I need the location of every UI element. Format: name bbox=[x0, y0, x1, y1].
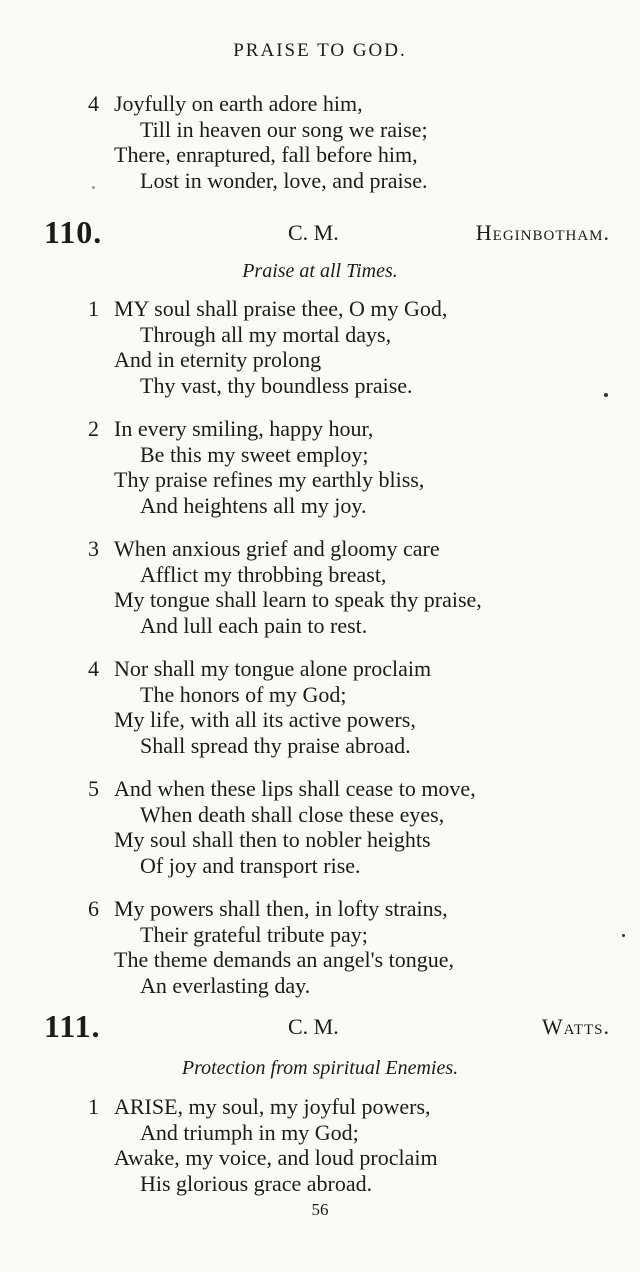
verse-number: 2 bbox=[88, 416, 99, 441]
ink-speck bbox=[604, 393, 608, 397]
verse-line: Lost in wonder, love, and praise. bbox=[140, 167, 428, 193]
verse-line: Shall spread thy praise abroad. bbox=[140, 732, 411, 758]
ink-speck bbox=[92, 186, 95, 189]
verse-line: Be this my sweet employ; bbox=[140, 441, 369, 467]
verse-number: 1 bbox=[88, 1094, 99, 1119]
hymn-110-verse-3 bbox=[88, 536, 588, 638]
hymn-110-verse-6 bbox=[88, 896, 588, 998]
hymn-meter: C. M. bbox=[288, 220, 339, 245]
page-number: 56 bbox=[311, 1200, 329, 1219]
verse-number: 4 bbox=[88, 656, 99, 681]
hymn-number: 110. bbox=[44, 214, 103, 250]
ink-speck bbox=[622, 934, 625, 937]
verse-line: The honors of my God; bbox=[140, 681, 347, 707]
verse-line: An everlasting day. bbox=[140, 972, 311, 998]
verse-number: 1 bbox=[88, 296, 99, 321]
hymn-110-verse-2 bbox=[88, 416, 588, 518]
hymn-111-title: Protection from spiritual Enemies. bbox=[181, 1057, 459, 1079]
verse-line: My life, with all its active powers, bbox=[114, 707, 416, 732]
verse-line: Afflict my throbbing breast, bbox=[140, 561, 387, 587]
verse-line: Awake, my voice, and loud proclaim bbox=[114, 1145, 438, 1170]
verse-line: MY soul shall praise thee, O my God, bbox=[114, 296, 448, 321]
running-head: PRAISE TO GOD. bbox=[233, 40, 407, 61]
verse-line: And in eternity prolong bbox=[114, 347, 322, 372]
verse-carryover-4 bbox=[88, 91, 588, 193]
verse-number: 3 bbox=[88, 536, 99, 561]
hymn-number: 111. bbox=[44, 1008, 101, 1044]
verse-line: In every smiling, happy hour, bbox=[114, 416, 374, 441]
verse-line: ARISE, my soul, my joyful powers, bbox=[114, 1094, 431, 1119]
verse-number: 5 bbox=[88, 776, 99, 801]
verse-line: Thy praise refines my earthly bliss, bbox=[114, 467, 425, 492]
hymn-110-verse-4 bbox=[88, 656, 588, 758]
verse-number: 4 bbox=[88, 91, 99, 116]
verse-line: Nor shall my tongue alone proclaim bbox=[114, 656, 432, 681]
verse-line: And triumph in my God; bbox=[140, 1119, 359, 1145]
hymn-composer: Heginbotham. bbox=[475, 220, 610, 245]
hymn-110-verse-5 bbox=[88, 776, 588, 878]
verse-line: When death shall close these eyes, bbox=[140, 801, 445, 827]
hymn-111-verse-1 bbox=[88, 1094, 588, 1196]
hymn-110-verse-1 bbox=[88, 296, 588, 398]
hymn-composer: Watts. bbox=[541, 1014, 610, 1039]
hymn-meter: C. M. bbox=[288, 1014, 339, 1039]
verse-line: Of joy and transport rise. bbox=[140, 852, 361, 878]
verse-line: Through all my mortal days, bbox=[140, 321, 392, 347]
verse-line: Joyfully on earth adore him, bbox=[114, 91, 363, 116]
verse-line: Thy vast, thy boundless praise. bbox=[140, 372, 413, 398]
verse-line: My soul shall then to nobler heights bbox=[114, 827, 431, 852]
verse-line: My tongue shall learn to speak thy praise, bbox=[114, 587, 482, 612]
verse-line: And lull each pain to rest. bbox=[140, 612, 368, 638]
hymn-111-header bbox=[40, 1008, 610, 1048]
verse-line: His glorious grace abroad. bbox=[140, 1170, 373, 1196]
verse-line: Their grateful tribute pay; bbox=[140, 921, 368, 947]
verse-line: The theme demands an angel's tongue, bbox=[114, 947, 454, 972]
verse-number: 6 bbox=[88, 896, 99, 921]
verse-line: There, enraptured, fall before him, bbox=[114, 142, 418, 167]
verse-line: When anxious grief and gloomy care bbox=[114, 536, 440, 561]
verse-line: Till in heaven our song we raise; bbox=[140, 116, 428, 142]
verse-line: My powers shall then, in lofty strains, bbox=[114, 896, 448, 921]
verse-line: And when these lips shall cease to move, bbox=[114, 776, 476, 801]
hymn-110-header bbox=[40, 214, 610, 254]
verse-line: And heightens all my joy. bbox=[140, 492, 367, 518]
hymn-110-title: Praise at all Times. bbox=[242, 260, 398, 282]
